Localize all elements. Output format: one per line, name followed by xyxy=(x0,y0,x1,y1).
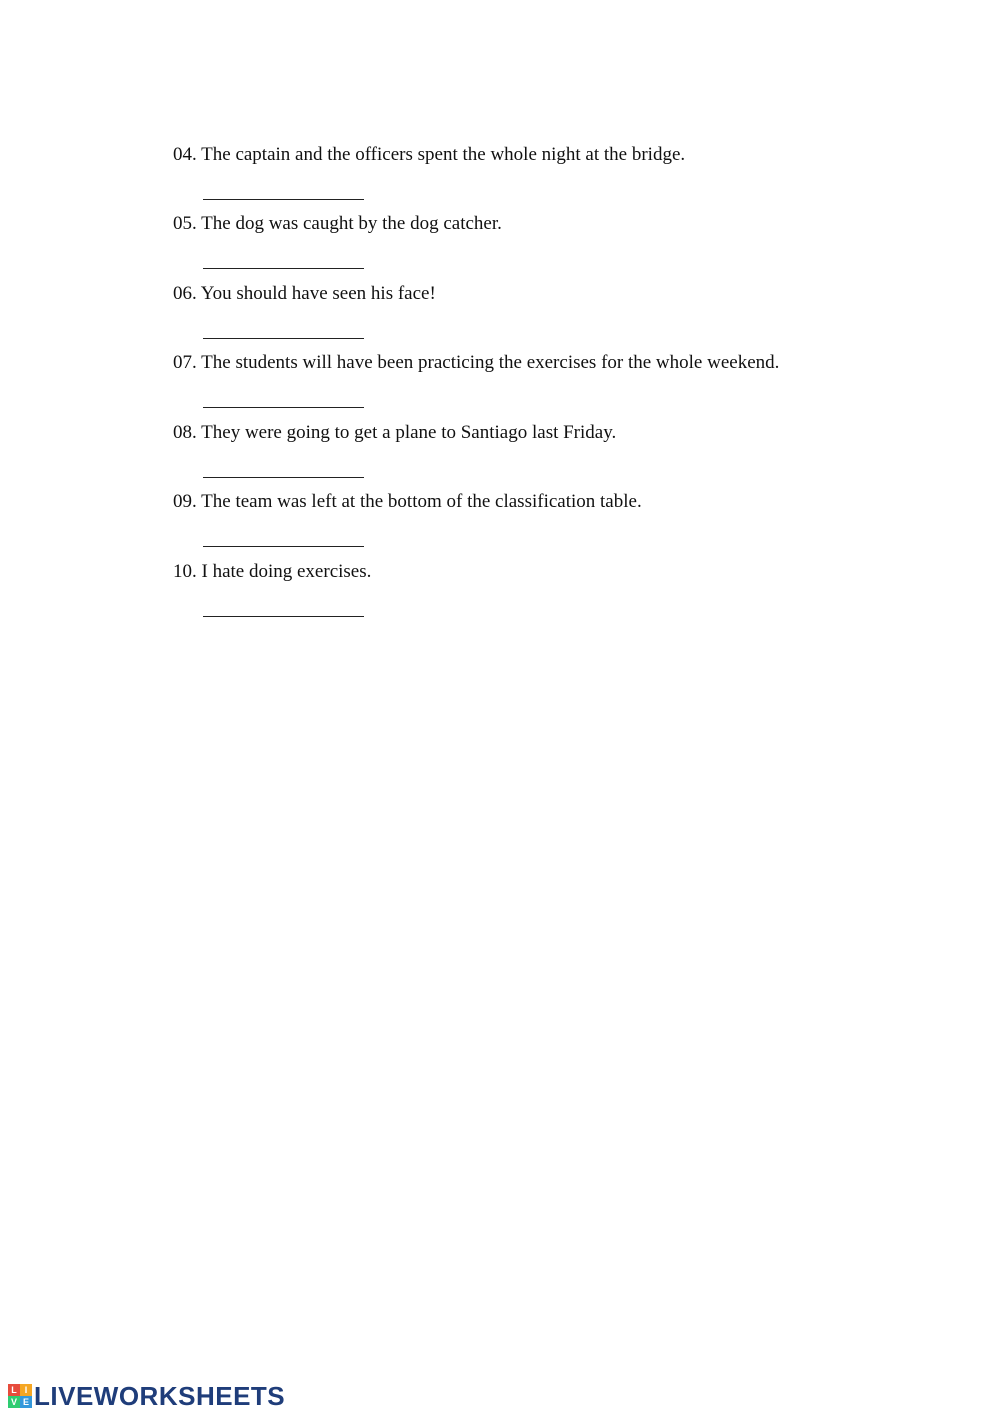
answer-input-04[interactable] xyxy=(203,179,364,200)
liveworksheets-logo-icon xyxy=(8,1384,32,1408)
logo-letter-e: E xyxy=(20,1396,32,1408)
exercise-10 xyxy=(173,560,953,630)
exercise-sentence: 10. I hate doing exercises. xyxy=(173,561,372,582)
answer-input-10[interactable] xyxy=(203,596,364,617)
logo-letter-l: L xyxy=(8,1384,20,1396)
answer-input-07[interactable] xyxy=(203,387,364,408)
liveworksheets-wordmark: LIVEWORKSHEETS xyxy=(34,1381,286,1411)
exercise-07 xyxy=(173,351,953,421)
exercise-04 xyxy=(173,143,953,213)
exercise-sentence: 05. The dog was caught by the dog catcher. xyxy=(173,213,502,234)
answer-input-09[interactable] xyxy=(203,526,364,547)
exercise-09 xyxy=(173,490,953,560)
liveworksheets-logo xyxy=(8,1381,285,1411)
exercise-sentence: 07. The students will have been practicing the exercises for the whole weekend. xyxy=(173,352,780,373)
answer-input-06[interactable] xyxy=(203,318,364,339)
exercise-sentence: 04. The captain and the officers spent the whole night at the bridge. xyxy=(173,144,686,165)
exercise-sentence: 06. You should have seen his face! xyxy=(173,283,436,304)
answer-input-08[interactable] xyxy=(203,457,364,478)
exercise-05 xyxy=(173,212,953,282)
exercise-sentence: 09. The team was left at the bottom of the classification table. xyxy=(173,491,642,512)
logo-letter-v: V xyxy=(8,1396,20,1408)
exercise-sentence: 08. They were going to get a plane to Santiago last Friday. xyxy=(173,422,617,443)
answer-input-05[interactable] xyxy=(203,248,364,269)
exercise-08 xyxy=(173,421,953,491)
logo-letter-i: I xyxy=(20,1384,32,1396)
exercise-06 xyxy=(173,282,953,352)
